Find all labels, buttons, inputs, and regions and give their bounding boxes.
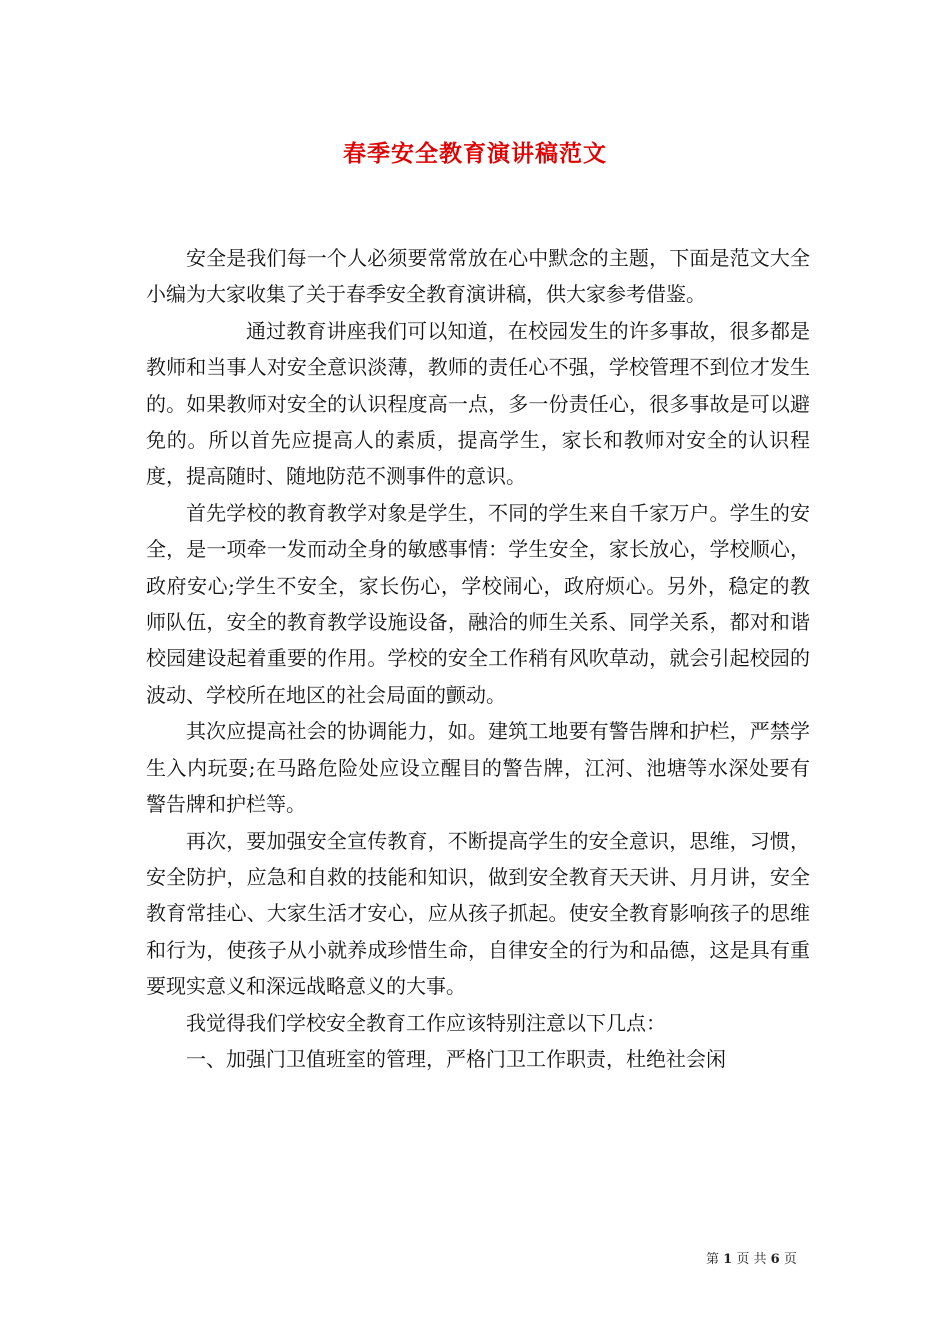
paragraph-points-intro: 我觉得我们学校安全教育工作应该特别注意以下几点： (186, 1010, 666, 1035)
document-title: 春季安全教育演讲稿范文 (343, 140, 607, 167)
page-number-footer (706, 1248, 797, 1267)
footer-middle: 页 共 (736, 1252, 767, 1267)
paragraph-lecture: 通过教育讲座我们可以知道，在校园发生的许多事故，很多都是教师和当事人对安全意识淡薄，教师的责任心不强，学校管理不到位才发生的。如果教师对安全的认识程度高一点，多一份责任心，很多事故是可以避免的。所以首先应提高人的素质，提高学生，家长和教师对安全的认识程度，提高随时、随地防范不测事件的意识。 (146, 318, 810, 489)
footer-total-pages: 6 (770, 1252, 780, 1267)
paragraph-point-one: 一、加强门卫值班室的管理，严格门卫工作职责，杜绝社会闲 (186, 1046, 726, 1071)
paragraph-students: 首先学校的教育教学对象是学生，不同的学生来自千家万户。学生的安全，是一项牵一发而动全身的敏感事情：学生安全，家长放心，学校顺心，政府安心;学生不安全，家长伤心，学校闹心，政府烦心。另外，稳定的教师队伍，安全的教育教学设施设备，融洽的师生关系、同学关系，都对和谐校园建设起着重要的作用。学校的安全工作稍有风吹草动，就会引起校园的波动、学校所在地区的社会局面的颤动。 (146, 500, 810, 707)
footer-suffix: 页 (783, 1252, 797, 1267)
paragraph-intro: 安全是我们每一个人必须要常常放在心中默念的主题，下面是范文大全小编为大家收集了关于春季安全教育演讲稿，供大家参考借鉴。 (146, 246, 810, 307)
footer-prefix: 第 (706, 1252, 720, 1267)
footer-current-page: 1 (723, 1252, 733, 1267)
paragraph-society: 其次应提高社会的协调能力，如。建筑工地要有警告牌和护栏，严禁学生入内玩耍;在马路危险处应设立醒目的警告牌，江河、池塘等水深处要有警告牌和护栏等。 (146, 719, 810, 817)
document-body (146, 240, 810, 1077)
paragraph-education: 再次，要加强安全宣传教育，不断提高学生的安全意识，思维，习惯，安全防护，应急和自救的技能和知识，做到安全教育天天讲、月月讲，安全教育常挂心、大家生活才安心，应从孩子抓起。使安全教育影响孩子的思维和行为，使孩子从小就养成珍惜生命，自律安全的行为和品德，这是具有重要现实意义和深远战略意义的大事。 (146, 828, 810, 999)
